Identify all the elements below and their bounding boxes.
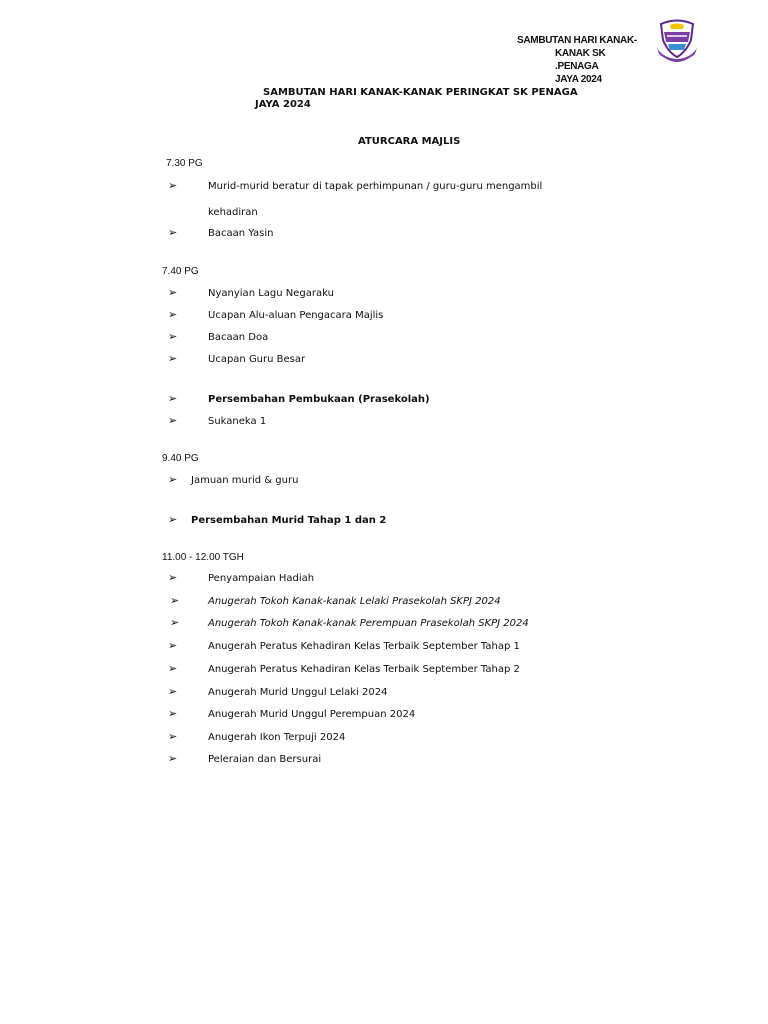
list-item: Anugerah Tokoh Kanak-kanak Perempuan Prasekolah SKPJ 2024 — [208, 618, 529, 629]
list-item: Anugerah Peratus Kehadiran Kelas Terbaik September Tahap 1 — [208, 641, 520, 652]
list-item: Nyanyian Lagu Negaraku — [208, 288, 334, 299]
list-item: Anugerah Peratus Kehadiran Kelas Terbaik September Tahap 2 — [208, 664, 520, 675]
list-item: Peleraian dan Bersurai — [208, 754, 322, 765]
arrow-bullet-icon: ➢ — [170, 594, 180, 607]
time-label: 7.30 PG — [166, 158, 203, 169]
arrow-bullet-icon: ➢ — [168, 308, 178, 321]
header-line-1: SAMBUTAN HARI KANAK- — [517, 35, 637, 46]
list-item: Jamuan murid & guru — [191, 475, 299, 486]
arrow-bullet-icon: ➢ — [168, 392, 178, 405]
list-item: Sukaneka 1 — [208, 416, 267, 427]
arrow-bullet-icon: ➢ — [168, 707, 178, 720]
arrow-bullet-icon: ➢ — [168, 513, 178, 526]
list-item: Persembahan Pembukaan (Prasekolah) — [208, 394, 430, 405]
list-item: Bacaan Yasin — [208, 228, 274, 239]
list-item: Ucapan Alu-aluan Pengacara Majlis — [208, 310, 384, 321]
subtitle: ATURCARA MAJLIS — [358, 136, 461, 147]
arrow-bullet-icon: ➢ — [168, 662, 178, 675]
arrow-bullet-icon: ➢ — [168, 414, 178, 427]
arrow-bullet-icon: ➢ — [168, 685, 178, 698]
arrow-bullet-icon: ➢ — [168, 286, 178, 299]
time-label: 9.40 PG — [162, 453, 199, 464]
list-item: Murid-murid beratur di tapak perhimpunan / guru-guru mengambil — [208, 181, 543, 192]
header-line-3: JAYA 2024 — [555, 74, 602, 85]
arrow-bullet-icon: ➢ — [168, 226, 178, 239]
time-label: 7.40 PG — [162, 266, 199, 277]
list-item: Anugerah Murid Unggul Lelaki 2024 — [208, 687, 388, 698]
list-item: Anugerah Murid Unggul Perempuan 2024 — [208, 709, 416, 720]
document-header — [505, 34, 650, 85]
arrow-bullet-icon: ➢ — [168, 639, 178, 652]
arrow-bullet-icon: ➢ — [168, 571, 178, 584]
list-item: Bacaan Doa — [208, 332, 269, 343]
list-item: Persembahan Murid Tahap 1 dan 2 — [191, 515, 387, 526]
arrow-bullet-icon: ➢ — [168, 730, 178, 743]
arrow-bullet-icon: ➢ — [168, 473, 178, 486]
time-label: 11.00 - 12.00 TGH — [162, 552, 244, 563]
list-item: Anugerah Ikon Terpuji 2024 — [208, 732, 346, 743]
arrow-bullet-icon: ➢ — [168, 179, 178, 192]
list-item: Anugerah Tokoh Kanak-kanak Lelaki Prasekolah SKPJ 2024 — [208, 596, 501, 607]
arrow-bullet-icon: ➢ — [168, 330, 178, 343]
list-item: Penyampaian Hadiah — [208, 573, 315, 584]
list-item: Ucapan Guru Besar — [208, 354, 306, 365]
list-item-continuation: kehadiran — [208, 207, 258, 218]
arrow-bullet-icon: ➢ — [168, 352, 178, 365]
title-line-1: SAMBUTAN HARI KANAK-KANAK PERINGKAT SK PENAGA — [263, 87, 578, 98]
school-crest-logo-icon — [655, 18, 699, 62]
arrow-bullet-icon: ➢ — [168, 752, 178, 765]
title-line-2: JAYA 2024 — [255, 99, 311, 110]
header-line-2: KANAK SK .PENAGA — [555, 48, 606, 72]
arrow-bullet-icon: ➢ — [170, 616, 180, 629]
